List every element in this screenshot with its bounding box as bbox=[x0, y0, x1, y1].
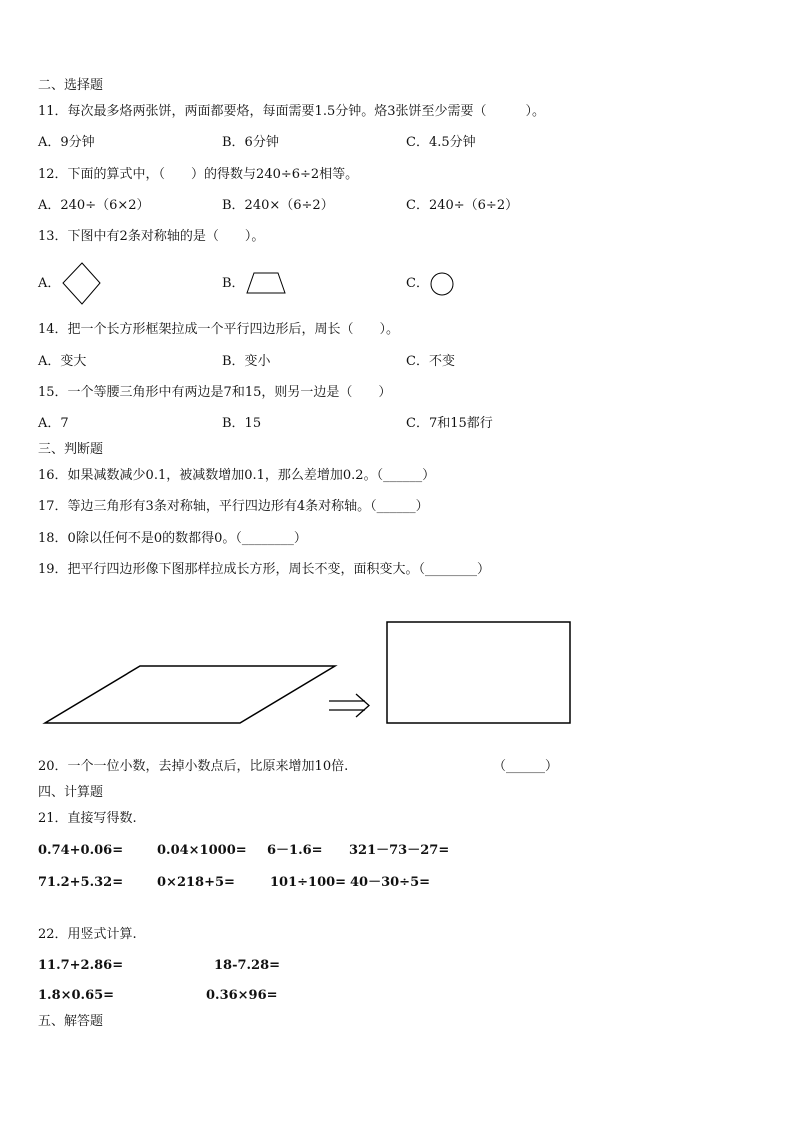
q12-option-a: A．240÷（6×2） bbox=[38, 198, 150, 213]
q21-expr-4: 321－73－27= bbox=[349, 843, 450, 858]
section-title-judgement: 三、判断题 bbox=[38, 442, 104, 457]
q21-expr-1: 0.74+0.06= bbox=[38, 843, 124, 858]
q14-option-b: B．变小 bbox=[222, 354, 271, 369]
q14-option-c: C．不变 bbox=[406, 354, 455, 369]
q12-option-c: C．240÷（6÷2） bbox=[406, 198, 519, 213]
section-title-calculation: 四、计算题 bbox=[38, 785, 104, 800]
q11-option-b: B．6分钟 bbox=[222, 135, 279, 150]
rectangle-figure bbox=[387, 622, 570, 723]
question-18: 18．0除以任何不是0的数都得0。（________） bbox=[38, 531, 307, 546]
q15-option-a: A．7 bbox=[38, 416, 69, 431]
q22-expr-4: 0.36×96= bbox=[206, 988, 278, 1003]
q21-expr-5: 71.2+5.32= bbox=[38, 875, 124, 890]
question-16: 16．如果减数减少0.1，被减数增加0.1，那么差增加0.2。（______） bbox=[38, 468, 436, 483]
q12-option-b: B．240×（6÷2） bbox=[222, 198, 334, 213]
q21-expr-3: 6－1.6= bbox=[267, 843, 323, 858]
question-17: 17．等边三角形有3条对称轴，平行四边形有4条对称轴。（______） bbox=[38, 499, 429, 514]
q14-option-a: A．变大 bbox=[38, 354, 87, 369]
section-title-answer: 五、解答题 bbox=[38, 1014, 104, 1029]
q15-option-c: C．7和15都行 bbox=[406, 416, 493, 431]
parallelogram-figure bbox=[45, 666, 335, 723]
q21-expr-2: 0.04×1000= bbox=[157, 843, 247, 858]
question-20: 20．一个一位小数，去掉小数点后，比原来增加10倍. bbox=[38, 759, 349, 774]
q11-option-a: A．9分钟 bbox=[38, 135, 95, 150]
question-22: 22．用竖式计算. bbox=[38, 927, 137, 942]
q15-option-b: B．15 bbox=[222, 416, 262, 431]
question-15: 15．一个等腰三角形中有两边是7和15，则另一边是（ ） bbox=[38, 385, 392, 400]
double-arrow-figure bbox=[329, 694, 369, 717]
q22-expr-2: 18-7.28= bbox=[214, 958, 281, 973]
question-21: 21．直接写得数. bbox=[38, 811, 137, 826]
q22-expr-3: 1.8×0.65= bbox=[38, 988, 115, 1003]
question-19: 19．把平行四边形像下图那样拉成长方形，周长不变，面积变大。（________） bbox=[38, 562, 491, 577]
rhombus-figure bbox=[62, 262, 102, 306]
q21-expr-6: 0×218+5= bbox=[157, 875, 235, 890]
question-20-answer-blank: （______） bbox=[493, 759, 559, 774]
q21-expr-7: 101÷100= bbox=[270, 875, 347, 890]
q13-option-c: C． bbox=[406, 276, 429, 291]
trapezoid-figure bbox=[246, 272, 288, 296]
circle-figure bbox=[430, 272, 456, 298]
parallelogram-to-rectangle-diagram bbox=[40, 615, 580, 730]
section-title-choice: 二、选择题 bbox=[38, 78, 104, 93]
question-11: 11．每次最多烙两张饼，两面都要烙，每面需要1.5分钟。烙3张饼至少需要（ ）。 bbox=[38, 104, 545, 119]
question-13: 13．下图中有2条对称轴的是（ ）。 bbox=[38, 229, 265, 244]
question-14: 14．把一个长方形框架拉成一个平行四边形后，周长（ ）。 bbox=[38, 322, 400, 337]
q11-option-c: C．4.5分钟 bbox=[406, 135, 476, 150]
q22-expr-1: 11.7+2.86= bbox=[38, 958, 124, 973]
q13-option-a: A． bbox=[38, 276, 61, 291]
q13-option-b: B． bbox=[222, 276, 245, 291]
question-12: 12．下面的算式中，（ ）的得数与240÷6÷2相等。 bbox=[38, 167, 359, 182]
q21-expr-8: 40－30÷5= bbox=[350, 875, 431, 890]
